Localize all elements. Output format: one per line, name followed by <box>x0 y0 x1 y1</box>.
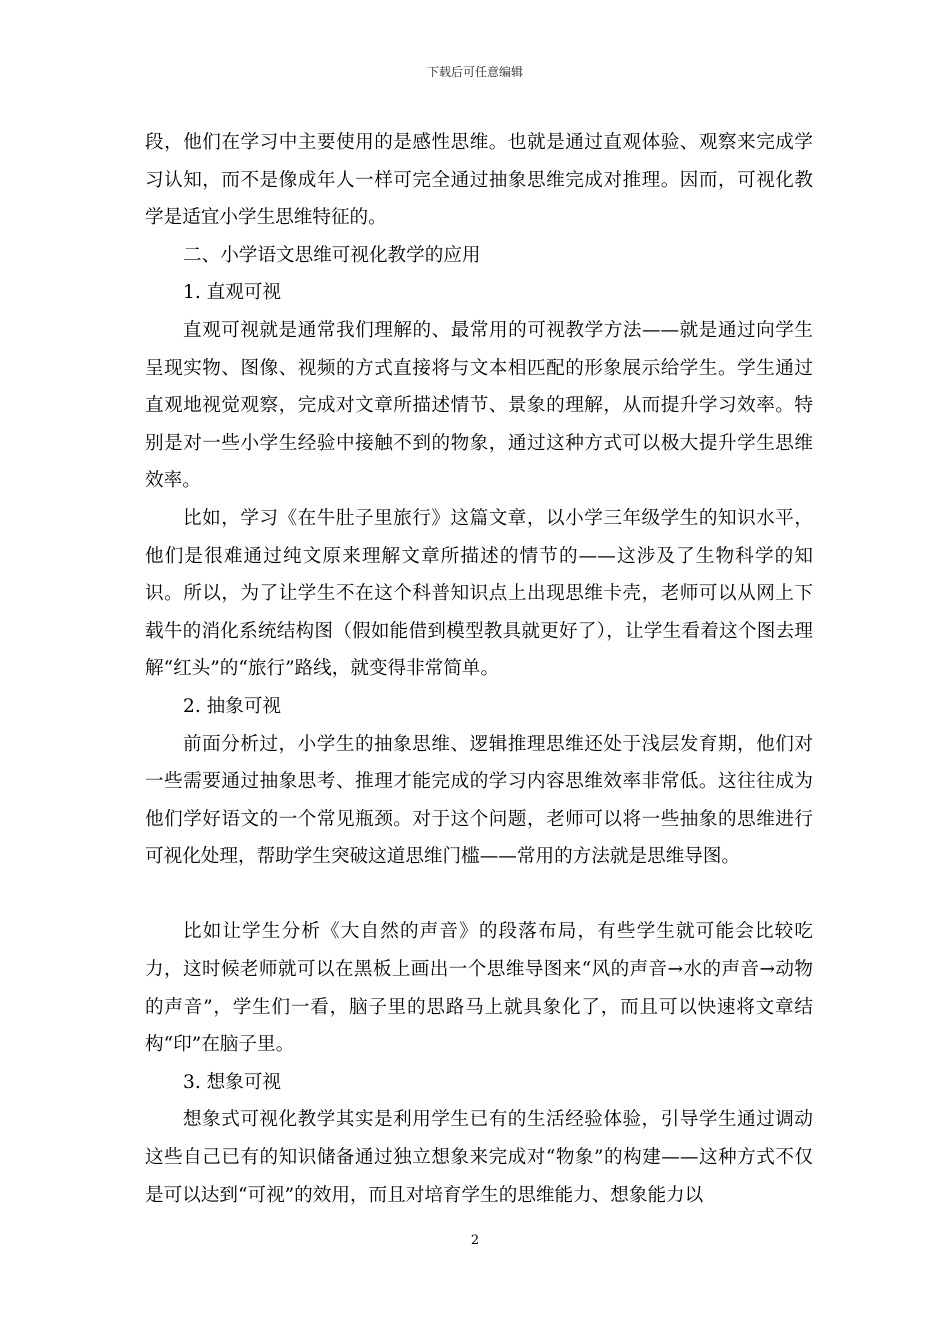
paragraph-imagination: 想象式可视化教学其实是利用学生已有的生活经验体验，引导学生通过调动这些自己已有的知识储备通过独立想象来完成对“物象”的构建——这种方式不仅是可以达到“可视”的效用，而且对培育学生的思维能力、想象能力以 <box>145 1109 813 1206</box>
paragraph-abstract: 前面分析过，小学生的抽象思维、逻辑推理思维还处于浅层发育期，他们对一些需要通过抽象思考、推理才能完成的学习内容思维效率非常低。这往往成为他们学好语文的一个常见瓶颈。对于这个问题，老师可以将一些抽象的思维进行可视化处理，帮助学生突破这道思维门槛——常用的方法就是思维导图。 <box>145 733 813 868</box>
paragraph-continuation: 段，他们在学习中主要使用的是感性思维。也就是通过直观体验、观察来完成学习认知，而不是像成年人一样可完全通过抽象思维完成对推理。因而，可视化教学是适宜小学生思维特征的。 <box>145 132 813 229</box>
page-number: 2 <box>470 1233 480 1248</box>
document-body <box>145 124 813 1214</box>
paragraph-intuitive: 直观可视就是通常我们理解的、最常用的可视教学方法——就是通过向学生呈现实物、图像、视频的方式直接将与文本相匹配的形象展示给学生。学生通过直观地视觉观察，完成对文章所描述情节、景象的理解，从而提升学习效率。特别是对一些小学生经验中接触不到的物象，通过这种方式可以极大提升学生思维效率。 <box>145 319 813 492</box>
page-header: 下载后可任意编辑 <box>426 65 523 79</box>
paragraph-example-nature: 比如让学生分析《大自然的声音》的段落布局，有些学生就可能会比较吃力，这时候老师就可以在黑板上画出一个思维导图来“风的声音→水的声音→动物的声音”，学生们一看，脑子里的思路马上就具象化了，而且可以快速将文章结构“印”在脑子里。 <box>145 921 813 1056</box>
subheading-intuitive: 1. 直观可视 <box>183 282 282 304</box>
subheading-abstract: 2. 抽象可视 <box>183 695 282 717</box>
blank-line <box>145 876 813 914</box>
paragraph-example-cow: 比如，学习《在牛肚子里旅行》这篇文章，以小学三年级学生的知识水平，他们是很难通过纯文原来理解文章所描述的情节的——这涉及了生物科学的知识。所以，为了让学生不在这个科普知识点上出现思维卡壳，老师可以从网上下载牛的消化系统结构图（假如能借到模型教具就更好了），让学生看着这个图去理解“红头”的“旅行”路线，就变得非常简单。 <box>145 507 813 680</box>
subheading-imagination: 3. 想象可视 <box>183 1071 282 1093</box>
section-heading: 二、小学语文思维可视化教学的应用 <box>183 244 481 266</box>
